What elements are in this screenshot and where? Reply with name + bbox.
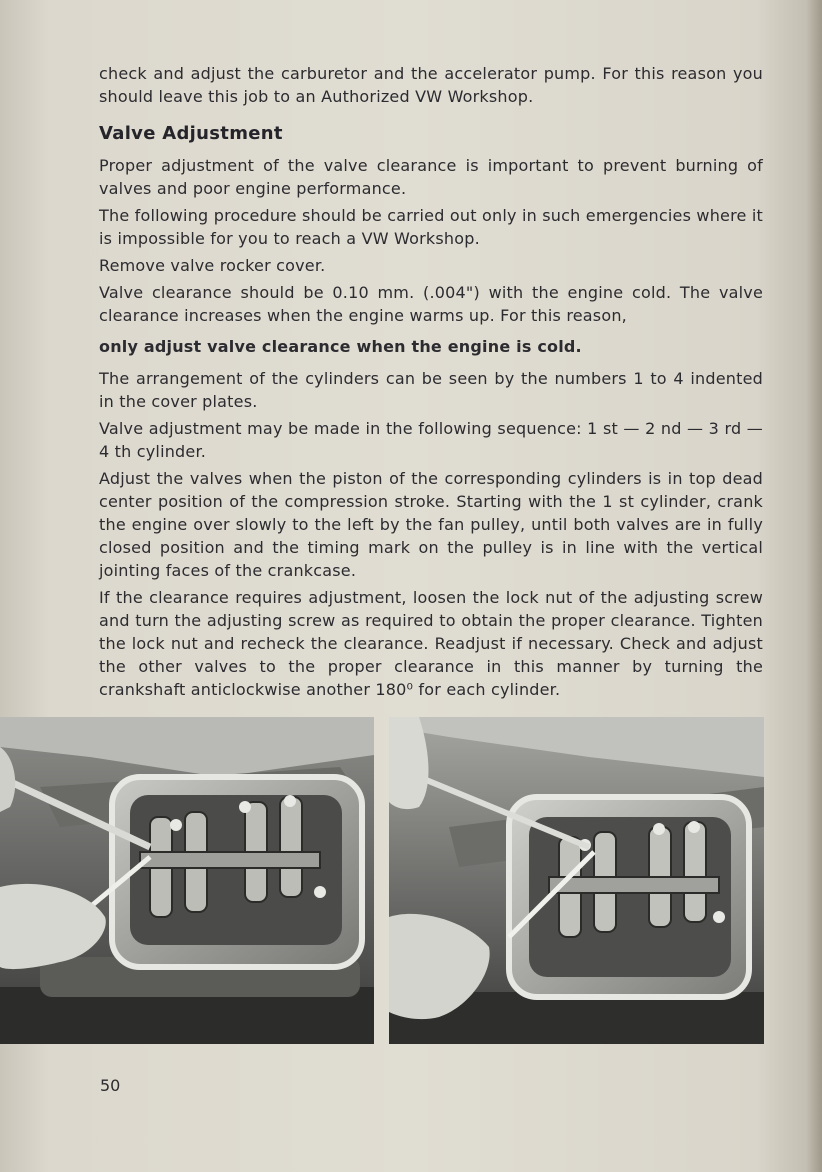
engine-photo-illustration [389, 717, 764, 1044]
paragraph: If the clearance requires adjustment, loosen the lock nut of the adjusting screw and turn the adjusting screw as required to obtain the proper clearance. Tighten the lock nut and recheck the clearance. Readjust if necessary. Check and adjust the other valves to the proper clearance in this manner by turning the crankshaft anticlockwise another 180⁰ for each cylinder. [99, 588, 763, 699]
photo-valve-adjustment-right [389, 717, 764, 1044]
section-heading: Valve Adjustment [99, 123, 283, 144]
photo-valve-adjustment-left [0, 717, 374, 1044]
body-text [99, 62, 763, 705]
page-number: 50 [100, 1076, 121, 1095]
paragraph: Remove valve rocker cover. [99, 256, 326, 275]
paragraph: Valve clearance should be 0.10 mm. (.004") with the engine cold. The valve clearance increases when the engine warms up. For this reason, [99, 283, 763, 325]
paragraph: The following procedure should be carried out only in such emergencies where it is impossible for you to reach a VW Workshop. [99, 206, 763, 248]
paragraph: Valve adjustment may be made in the following sequence: 1 st — 2 nd — 3 rd — 4 th cylinder. [99, 419, 763, 461]
engine-photo-illustration [0, 717, 374, 1044]
cold-engine-note: only adjust valve clearance when the engine is cold. [99, 337, 582, 356]
paragraph: The arrangement of the cylinders can be seen by the numbers 1 to 4 indented in the cover plates. [99, 369, 763, 411]
paragraph: Proper adjustment of the valve clearance is important to prevent burning of valves and poor engine performance. [99, 156, 763, 198]
intro-paragraph: check and adjust the carburetor and the accelerator pump. For this reason you should leave this job to an Authorized VW Workshop. [99, 64, 763, 106]
paragraph: Adjust the valves when the piston of the corresponding cylinders is in top dead center position of the compression stroke. Starting with the 1 st cylinder, crank the engine over slowly to the left by the fan pulley, until both valves are in fully closed position and the timing mark on the pulley is in line with the vertical jointing faces of the crankcase. [99, 469, 763, 580]
